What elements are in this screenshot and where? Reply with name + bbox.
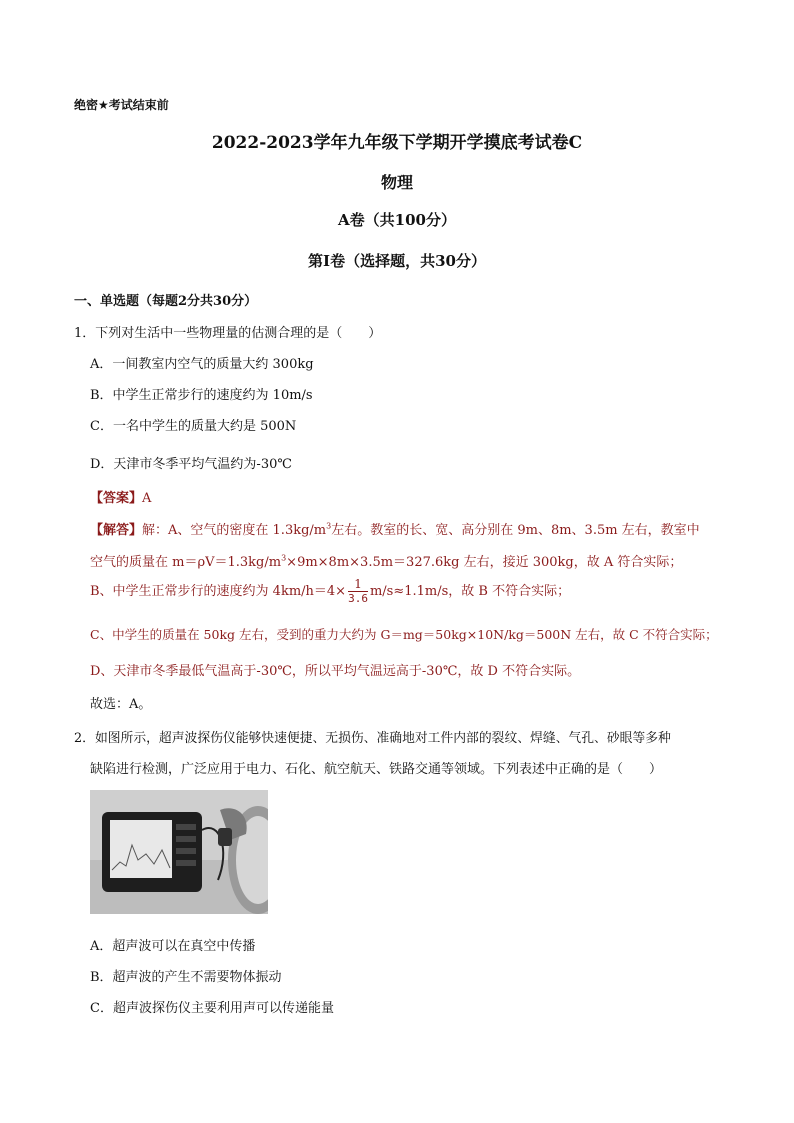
- exam-title: 2022-2023学年九年级下学期开学摸底考试卷C: [211, 133, 583, 153]
- section-heading: 一、单选题（每题2分共30分）: [74, 294, 258, 309]
- confidential-label: 绝密★考试结束前: [74, 98, 169, 112]
- answer-value: A: [142, 491, 152, 506]
- analysis-text: B、中学生正常步行的速度约为 4km/h＝4×: [90, 584, 347, 599]
- q1-option-c: C．一名中学生的质量大约是 500N: [90, 419, 297, 434]
- q2-option-c: C．超声波探伤仪主要利用声可以传递能量: [90, 1001, 334, 1016]
- fraction-numerator: 1: [348, 577, 368, 592]
- analysis-text: 空气的质量在 m＝ρV＝1.3kg/m: [90, 555, 282, 570]
- q1-analysis-line-1: [90, 519, 700, 538]
- q1-option-d: D．天津市冬季平均气温约为-30℃: [90, 457, 292, 472]
- q2-option-a: A．超声波可以在真空中传播: [90, 939, 256, 954]
- superscript: 3: [281, 553, 287, 563]
- question-1-stem: 1．下列对生活中一些物理量的估测合理的是（ ）: [74, 326, 382, 341]
- fraction-denominator: 3.6: [348, 592, 368, 605]
- q1-option-b: B．中学生正常步行的速度约为 10m/s: [90, 388, 313, 403]
- subject-title: 物理: [380, 173, 413, 192]
- ultrasonic-flaw-detector-photo: [90, 790, 268, 914]
- fraction: [348, 577, 368, 606]
- part1-heading: 第Ⅰ卷（选择题，共30分）: [308, 252, 486, 270]
- q1-conclusion: 故选：A。: [90, 697, 152, 712]
- volume-a-heading: A卷（共100分）: [338, 211, 456, 229]
- answer-tag: 【答案】: [90, 491, 143, 506]
- q1-option-a: A．一间教室内空气的质量大约 300kg: [90, 357, 314, 372]
- question-2-stem-line-2: 缺陷进行检测，广泛应用于电力、石化、航空航天、铁路交通等领域。下列表述中正确的是（ ）: [90, 762, 663, 777]
- analysis-text: 左右。教室的长、宽、高分别在 9m、8m、3.5m 左右，教室中: [331, 523, 700, 538]
- q1-analysis-line-5: D、天津市冬季最低气温高于-30℃，所以平均气温远高于-30℃，故 D 不符合实际。: [90, 664, 581, 679]
- analysis-text: m/s≈1.1m/s，故 B 不符合实际；: [369, 584, 571, 599]
- analysis-text: 解：A、空气的密度在 1.3kg/m: [142, 523, 327, 538]
- photo-illustration: [90, 790, 268, 914]
- question-2-stem-line-1: 2．如图所示，超声波探伤仪能够快速便捷、无损伤、准确地对工件内部的裂纹、焊缝、气孔、砂眼等多种: [74, 731, 671, 746]
- superscript: 3: [326, 521, 332, 531]
- q2-option-b: B．超声波的产生不需要物体振动: [90, 970, 282, 985]
- analysis-tag: 【解答】: [90, 523, 143, 538]
- q1-analysis-line-2: [90, 551, 682, 570]
- q1-analysis-line-4: C、中学生的质量在 50kg 左右，受到的重力大约为 G＝mg＝50kg×10N/kg＝500N 左右，故 C 不符合实际；: [90, 627, 718, 642]
- analysis-text: ×9m×8m×3.5m＝327.6kg 左右，接近 300kg，故 A 符合实际；: [286, 555, 683, 570]
- q1-analysis-line-3: [90, 577, 570, 606]
- q1-answer: [90, 487, 151, 506]
